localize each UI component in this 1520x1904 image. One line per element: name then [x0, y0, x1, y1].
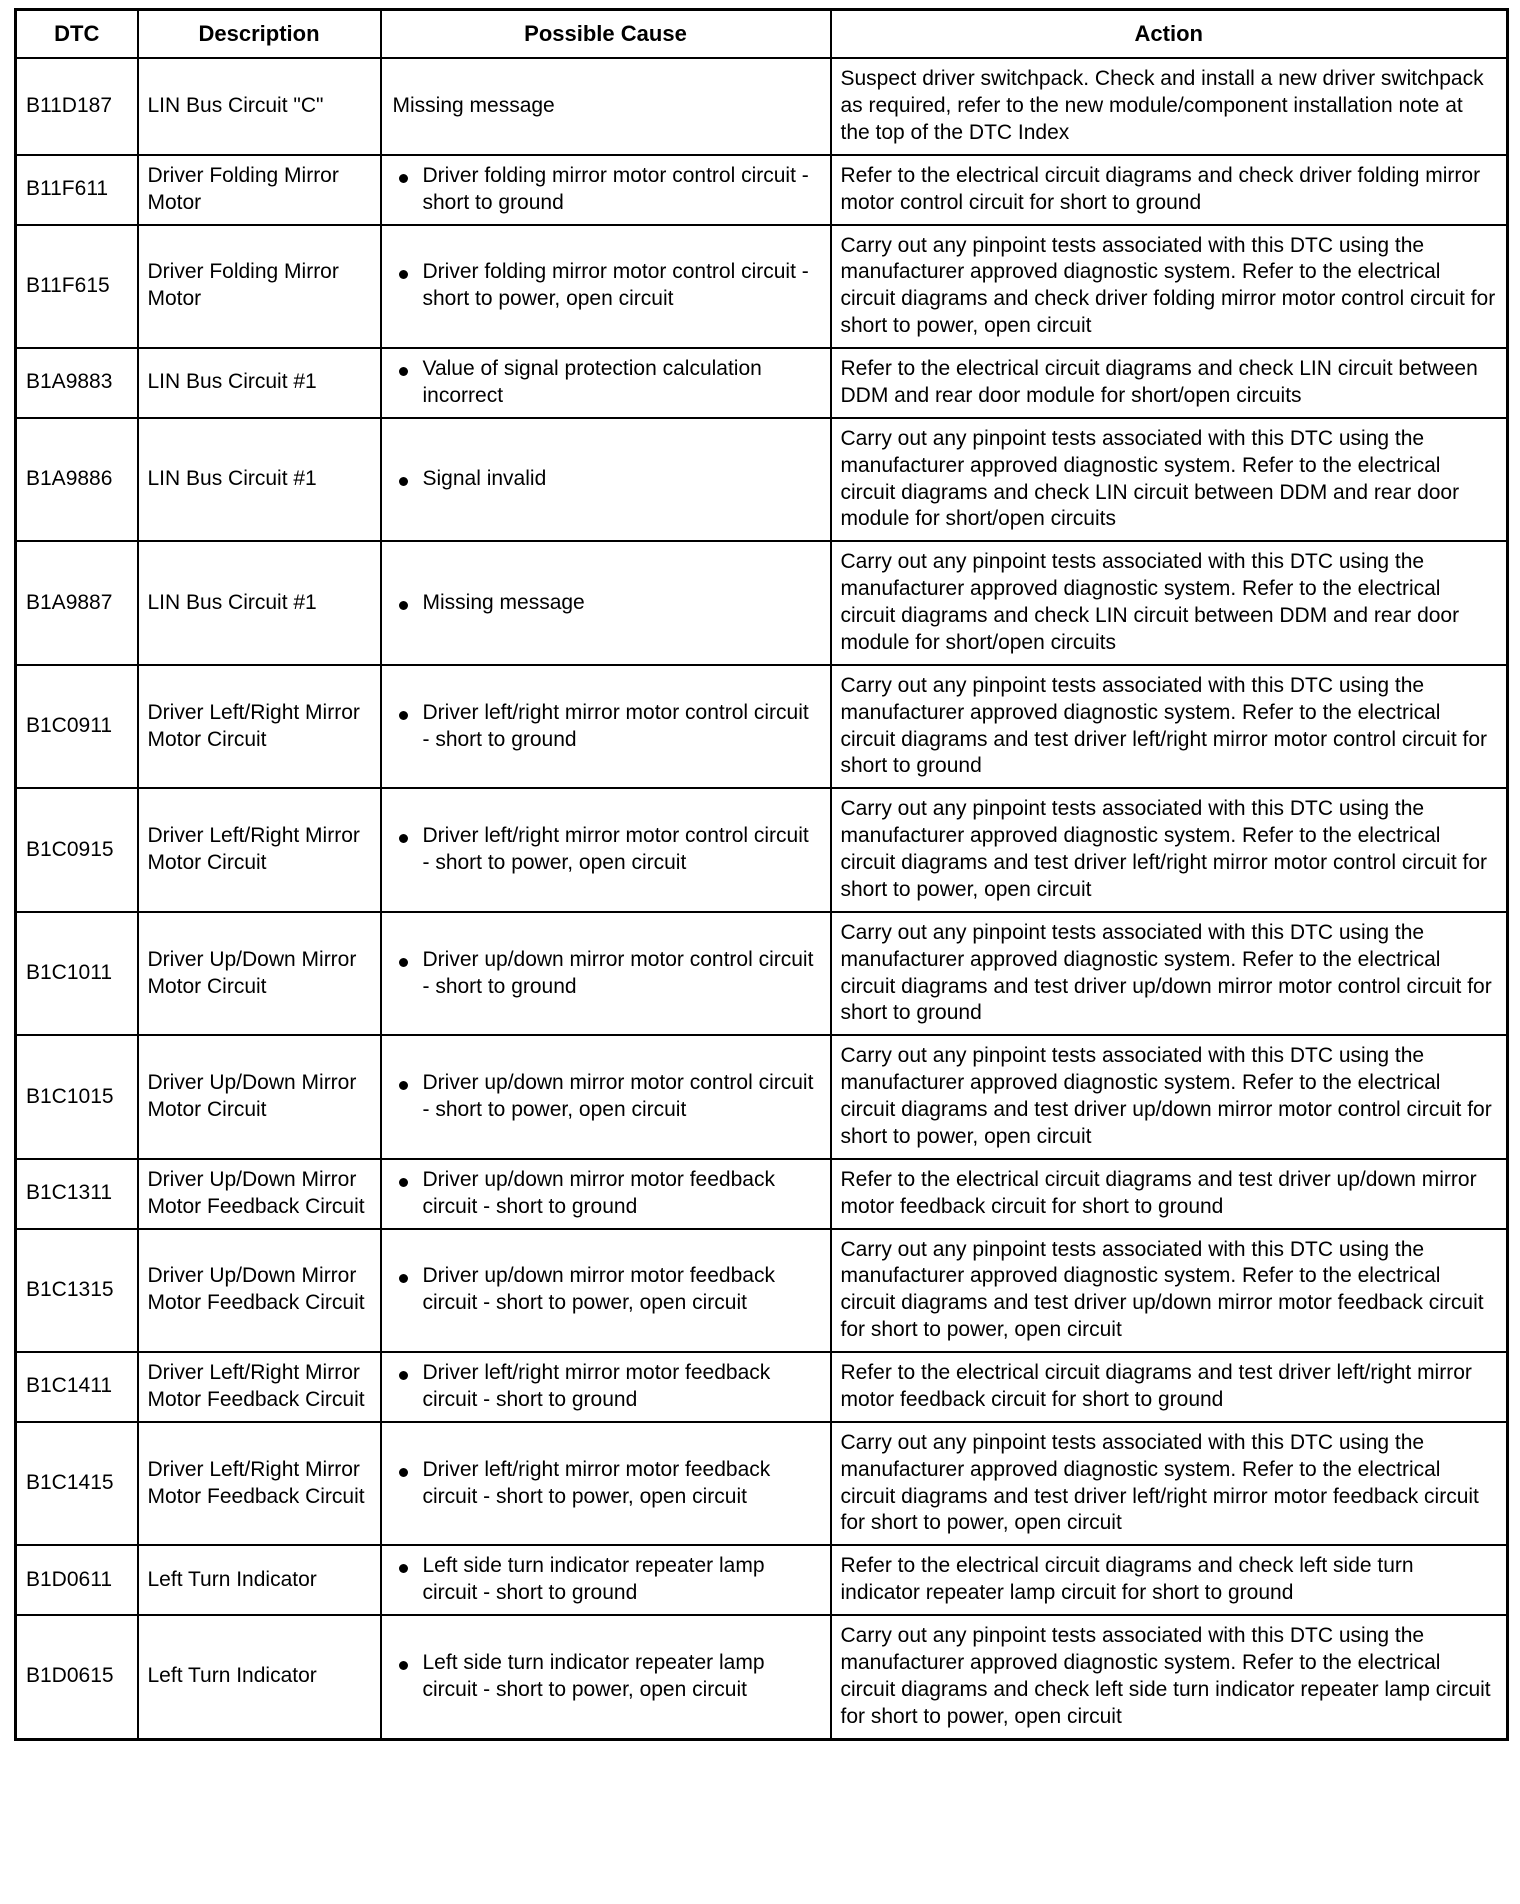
cause-bullet-item: Driver left/right mirror motor control circuit - short to ground [391, 700, 821, 754]
cell-description: Driver Folding Mirror Motor [138, 225, 381, 349]
table-body [16, 58, 1508, 1739]
cell-dtc-code: B1C1415 [16, 1422, 138, 1546]
cause-bullet-list [391, 823, 821, 877]
cause-bullet-item: Signal invalid [391, 466, 821, 493]
cell-possible-cause [381, 155, 831, 225]
cell-description: Driver Up/Down Mirror Motor Feedback Circuit [138, 1159, 381, 1229]
cell-dtc-code: B1C1411 [16, 1352, 138, 1422]
table-row [16, 418, 1508, 542]
cell-description: LIN Bus Circuit #1 [138, 348, 381, 418]
cell-description: LIN Bus Circuit #1 [138, 418, 381, 542]
cell-description: Driver Left/Right Mirror Motor Circuit [138, 665, 381, 789]
table-row [16, 1035, 1508, 1159]
cause-bullet-list [391, 1070, 821, 1124]
cause-bullet-list [391, 590, 821, 617]
cell-possible-cause [381, 1422, 831, 1546]
cell-action: Carry out any pinpoint tests associated with this DTC using the manufacturer approved diagnostic system. Refer to the electrical circuit diagrams and test driver up/down mirror motor feedback circuit for short to power, open circuit [831, 1229, 1508, 1353]
cause-bullet-list [391, 1167, 821, 1221]
cell-action: Refer to the electrical circuit diagrams and check left side turn indicator repeater lamp circuit for short to ground [831, 1545, 1508, 1615]
table-row [16, 1159, 1508, 1229]
cause-bullet-item: Driver left/right mirror motor control circuit - short to power, open circuit [391, 823, 821, 877]
cause-bullet-list [391, 1650, 821, 1704]
cell-dtc-code: B11F611 [16, 155, 138, 225]
table-row [16, 1615, 1508, 1739]
table-row [16, 1545, 1508, 1615]
cause-bullet-list [391, 1457, 821, 1511]
table-row [16, 541, 1508, 665]
cause-bullet-item: Left side turn indicator repeater lamp circuit - short to ground [391, 1553, 821, 1607]
table-row [16, 1422, 1508, 1546]
cause-bullet-list [391, 1263, 821, 1317]
cell-description: Left Turn Indicator [138, 1545, 381, 1615]
cell-action: Refer to the electrical circuit diagrams and test driver up/down mirror motor feedback circuit for short to ground [831, 1159, 1508, 1229]
cell-description: Driver Up/Down Mirror Motor Circuit [138, 912, 381, 1036]
table-row [16, 58, 1508, 155]
cell-description: Driver Folding Mirror Motor [138, 155, 381, 225]
cell-action: Carry out any pinpoint tests associated with this DTC using the manufacturer approved diagnostic system. Refer to the electrical circuit diagrams and test driver up/down mirror motor control circuit for short to ground [831, 912, 1508, 1036]
cell-action: Carry out any pinpoint tests associated with this DTC using the manufacturer approved diagnostic system. Refer to the electrical circuit diagrams and test driver left/right mirror motor control circuit for short to power, open circuit [831, 788, 1508, 912]
cell-description: LIN Bus Circuit #1 [138, 541, 381, 665]
cell-action: Refer to the electrical circuit diagrams and check LIN circuit between DDM and rear door module for short/open circuits [831, 348, 1508, 418]
cause-bullet-item: Driver up/down mirror motor feedback circuit - short to ground [391, 1167, 821, 1221]
cell-dtc-code: B1C1315 [16, 1229, 138, 1353]
cell-possible-cause [381, 225, 831, 349]
cause-bullet-item: Driver left/right mirror motor feedback circuit - short to power, open circuit [391, 1457, 821, 1511]
cell-description: Driver Up/Down Mirror Motor Circuit [138, 1035, 381, 1159]
cell-possible-cause [381, 1545, 831, 1615]
cell-description: LIN Bus Circuit "C" [138, 58, 381, 155]
cell-possible-cause [381, 541, 831, 665]
cell-dtc-code: B1D0611 [16, 1545, 138, 1615]
cell-possible-cause [381, 418, 831, 542]
cell-dtc-code: B1A9886 [16, 418, 138, 542]
cell-possible-cause [381, 348, 831, 418]
cause-bullet-item: Driver up/down mirror motor control circuit - short to ground [391, 947, 821, 1001]
column-header-dtc: DTC [16, 10, 138, 59]
table-row [16, 912, 1508, 1036]
cell-action: Carry out any pinpoint tests associated with this DTC using the manufacturer approved diagnostic system. Refer to the electrical circuit diagrams and test driver up/down mirror motor control circuit for short to power, open circuit [831, 1035, 1508, 1159]
cell-possible-cause [381, 1352, 831, 1422]
cell-action: Carry out any pinpoint tests associated with this DTC using the manufacturer approved diagnostic system. Refer to the electrical circuit diagrams and check LIN circuit between DDM and rear door module for short/open circuits [831, 541, 1508, 665]
cause-bullet-list [391, 163, 821, 217]
cell-possible-cause [381, 1615, 831, 1739]
cell-dtc-code: B1A9883 [16, 348, 138, 418]
cell-action: Carry out any pinpoint tests associated with this DTC using the manufacturer approved diagnostic system. Refer to the electrical circuit diagrams and check LIN circuit between DDM and rear door module for short/open circuits [831, 418, 1508, 542]
cause-bullet-list [391, 947, 821, 1001]
table-row [16, 225, 1508, 349]
cause-bullet-item: Value of signal protection calculation incorrect [391, 356, 821, 410]
dtc-index-table [14, 8, 1509, 1741]
cause-bullet-item: Driver up/down mirror motor control circuit - short to power, open circuit [391, 1070, 821, 1124]
table-row [16, 1352, 1508, 1422]
cause-bullet-item: Driver folding mirror motor control circuit - short to ground [391, 163, 821, 217]
cell-possible-cause [381, 912, 831, 1036]
cell-description: Left Turn Indicator [138, 1615, 381, 1739]
cell-dtc-code: B11D187 [16, 58, 138, 155]
cell-action: Refer to the electrical circuit diagrams and test driver left/right mirror motor feedback circuit for short to ground [831, 1352, 1508, 1422]
cause-bullet-list [391, 700, 821, 754]
cause-bullet-item: Missing message [391, 590, 821, 617]
cell-possible-cause [381, 1035, 831, 1159]
cell-dtc-code: B1D0615 [16, 1615, 138, 1739]
cause-text: Missing message [392, 94, 555, 118]
table-header-row [16, 10, 1508, 59]
cause-bullet-list [391, 356, 821, 410]
cause-bullet-list [391, 259, 821, 313]
cell-action: Refer to the electrical circuit diagrams and check driver folding mirror motor control circuit for short to ground [831, 155, 1508, 225]
table-row [16, 155, 1508, 225]
column-header-description: Description [138, 10, 381, 59]
cell-dtc-code: B11F615 [16, 225, 138, 349]
cell-dtc-code: B1C0915 [16, 788, 138, 912]
cell-possible-cause [381, 1159, 831, 1229]
cause-bullet-list [391, 1553, 821, 1607]
column-header-possible-cause: Possible Cause [381, 10, 831, 59]
cause-bullet-item: Driver folding mirror motor control circuit - short to power, open circuit [391, 259, 821, 313]
cell-action: Suspect driver switchpack. Check and install a new driver switchpack as required, refer to the new module/component installation note at the top of the DTC Index [831, 58, 1508, 155]
cell-possible-cause [381, 58, 831, 155]
cell-description: Driver Left/Right Mirror Motor Feedback Circuit [138, 1352, 381, 1422]
cell-dtc-code: B1C1015 [16, 1035, 138, 1159]
cause-bullet-item: Driver left/right mirror motor feedback circuit - short to ground [391, 1360, 821, 1414]
cell-action: Carry out any pinpoint tests associated with this DTC using the manufacturer approved diagnostic system. Refer to the electrical circuit diagrams and test driver left/right mirror motor feedback circuit for short to power, open circuit [831, 1422, 1508, 1546]
cause-bullet-list [391, 1360, 821, 1414]
cell-possible-cause [381, 788, 831, 912]
table-row [16, 788, 1508, 912]
cell-dtc-code: B1A9887 [16, 541, 138, 665]
cell-action: Carry out any pinpoint tests associated with this DTC using the manufacturer approved diagnostic system. Refer to the electrical circuit diagrams and check driver folding mirror motor control circuit for short to power, open circuit [831, 225, 1508, 349]
cell-action: Carry out any pinpoint tests associated with this DTC using the manufacturer approved diagnostic system. Refer to the electrical circuit diagrams and test driver left/right mirror motor control circuit for short to ground [831, 665, 1508, 789]
column-header-action: Action [831, 10, 1508, 59]
table-row [16, 348, 1508, 418]
cell-description: Driver Left/Right Mirror Motor Circuit [138, 788, 381, 912]
cause-bullet-item: Driver up/down mirror motor feedback circuit - short to power, open circuit [391, 1263, 821, 1317]
cell-possible-cause [381, 665, 831, 789]
cell-description: Driver Up/Down Mirror Motor Feedback Circuit [138, 1229, 381, 1353]
cell-action: Carry out any pinpoint tests associated with this DTC using the manufacturer approved diagnostic system. Refer to the electrical circuit diagrams and check left side turn indicator repeater lamp circuit for short to power, open circuit [831, 1615, 1508, 1739]
cell-dtc-code: B1C1311 [16, 1159, 138, 1229]
cell-dtc-code: B1C0911 [16, 665, 138, 789]
cause-bullet-list [391, 466, 821, 493]
cell-possible-cause [381, 1229, 831, 1353]
table-row [16, 665, 1508, 789]
cause-bullet-item: Left side turn indicator repeater lamp circuit - short to power, open circuit [391, 1650, 821, 1704]
table-row [16, 1229, 1508, 1353]
cell-description: Driver Left/Right Mirror Motor Feedback Circuit [138, 1422, 381, 1546]
cell-dtc-code: B1C1011 [16, 912, 138, 1036]
